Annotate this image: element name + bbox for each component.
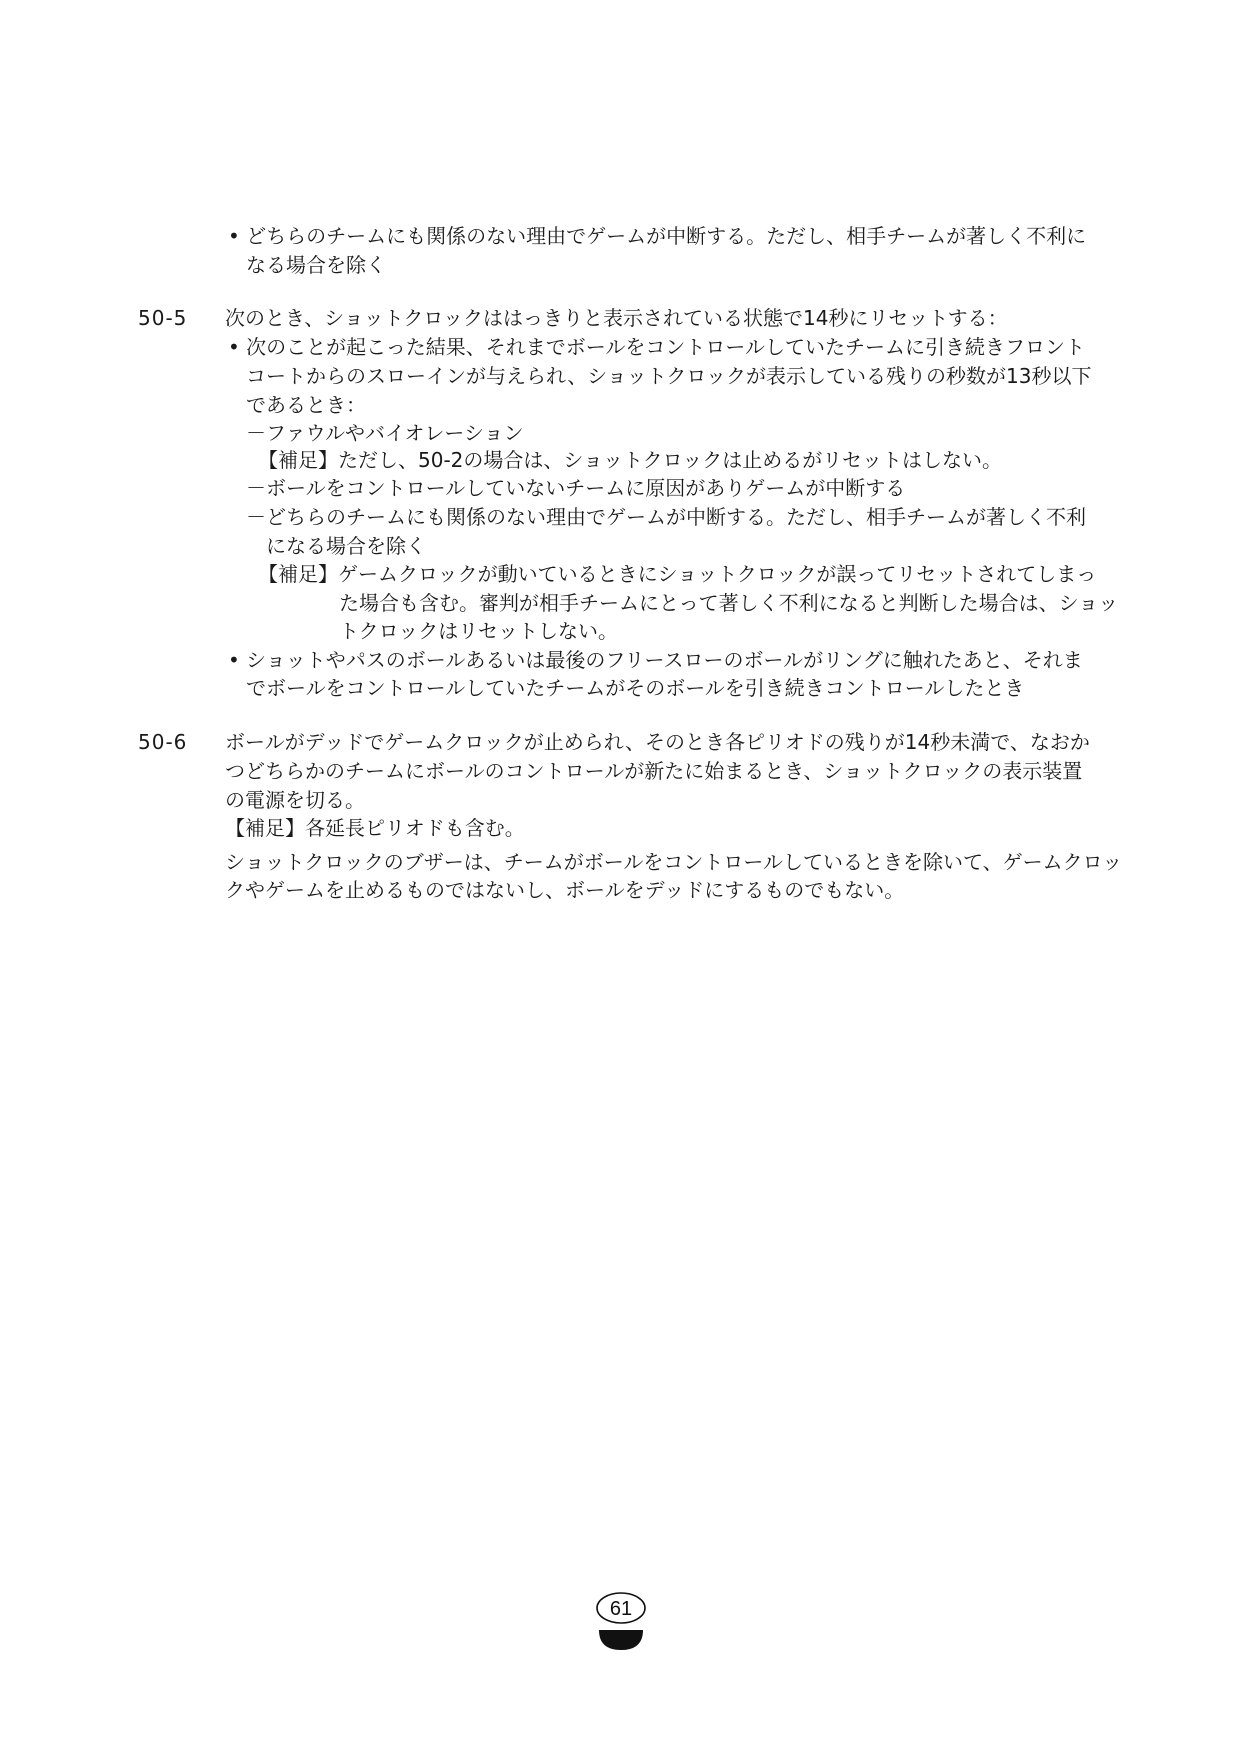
- page-number-badge: [593, 1590, 649, 1652]
- buzzer-paragraph-line2: クやゲームを止めるものではないし、ボールをデッドにするものでもない。: [225, 878, 905, 902]
- bullet-neutral-interruption-line2: なる場合を除く: [246, 253, 386, 277]
- buzzer-paragraph-line1: ショットクロックのブザーは、チームがボールをコントロールしているときを除いて、ゲームクロッ: [225, 850, 1123, 874]
- dash-neutral-interruption-line2: になる場合を除く: [266, 534, 426, 558]
- bullet-throw-in-line2: コートからのスローインが与えられ、ショットクロックが表示している残りの秒数が13秒以下: [246, 364, 1092, 388]
- bullet-throw-in-line3: であるとき：: [246, 393, 366, 417]
- note-50-2: 【補足】ただし、50-2の場合は、ショットクロックは止めるがリセットはしない。: [258, 448, 1002, 472]
- badge-base-shape: [599, 1630, 643, 1650]
- section-50-6-line2: つどちらかのチームにボールのコントロールが新たに始まるとき、ショットクロックの表示装置: [225, 759, 1083, 783]
- note-overtime: 【補足】各延長ピリオドも含む。: [225, 816, 525, 840]
- bullet-ring-touch-line2: でボールをコントロールしていたチームがそのボールを引き続きコントロールしたとき: [246, 676, 1025, 700]
- note-reset-error-line1: 【補足】ゲームクロックが動いているときにショットクロックが誤ってリセットされてしまっ: [258, 562, 1097, 586]
- section-number-50-5: 50-5: [138, 306, 188, 330]
- bullet-neutral-interruption-line1: • どちらのチームにも関係のない理由でゲームが中断する。ただし、相手チームが著しく不利に: [228, 224, 1087, 248]
- note-reset-error-line2: た場合も含む。審判が相手チームにとって著しく不利になると判断した場合は、ショッ: [339, 591, 1119, 615]
- bullet-throw-in-line1: • 次のことが起こった結果、それまでボールをコントロールしていたチームに引き続きフロント: [228, 335, 1085, 359]
- dash-neutral-interruption-line1: －どちらのチームにも関係のない理由でゲームが中断する。ただし、相手チームが著しく不利: [246, 505, 1086, 529]
- note-reset-error-line3: トクロックはリセットしない。: [339, 619, 618, 643]
- section-50-5-intro: 次のとき、ショットクロックははっきりと表示されている状態で14秒にリセットする：: [225, 306, 1008, 330]
- section-50-6-line3: の電源を切る。: [225, 788, 365, 812]
- page-number: 61: [609, 1598, 633, 1620]
- bullet-ring-touch-line1: • ショットやパスのボールあるいは最後のフリースローのボールがリングに触れたあと、それま: [228, 648, 1083, 672]
- section-number-50-6: 50-6: [138, 730, 188, 754]
- section-50-6-line1: ボールがデッドでゲームクロックが止められ、そのとき各ピリオドの残りが14秒未満で、なおか: [225, 730, 1090, 754]
- dash-foul-violation: －ファウルやバイオレーション: [246, 421, 524, 445]
- dash-non-controlling-team: －ボールをコントロールしていないチームに原因がありゲームが中断する: [246, 476, 906, 500]
